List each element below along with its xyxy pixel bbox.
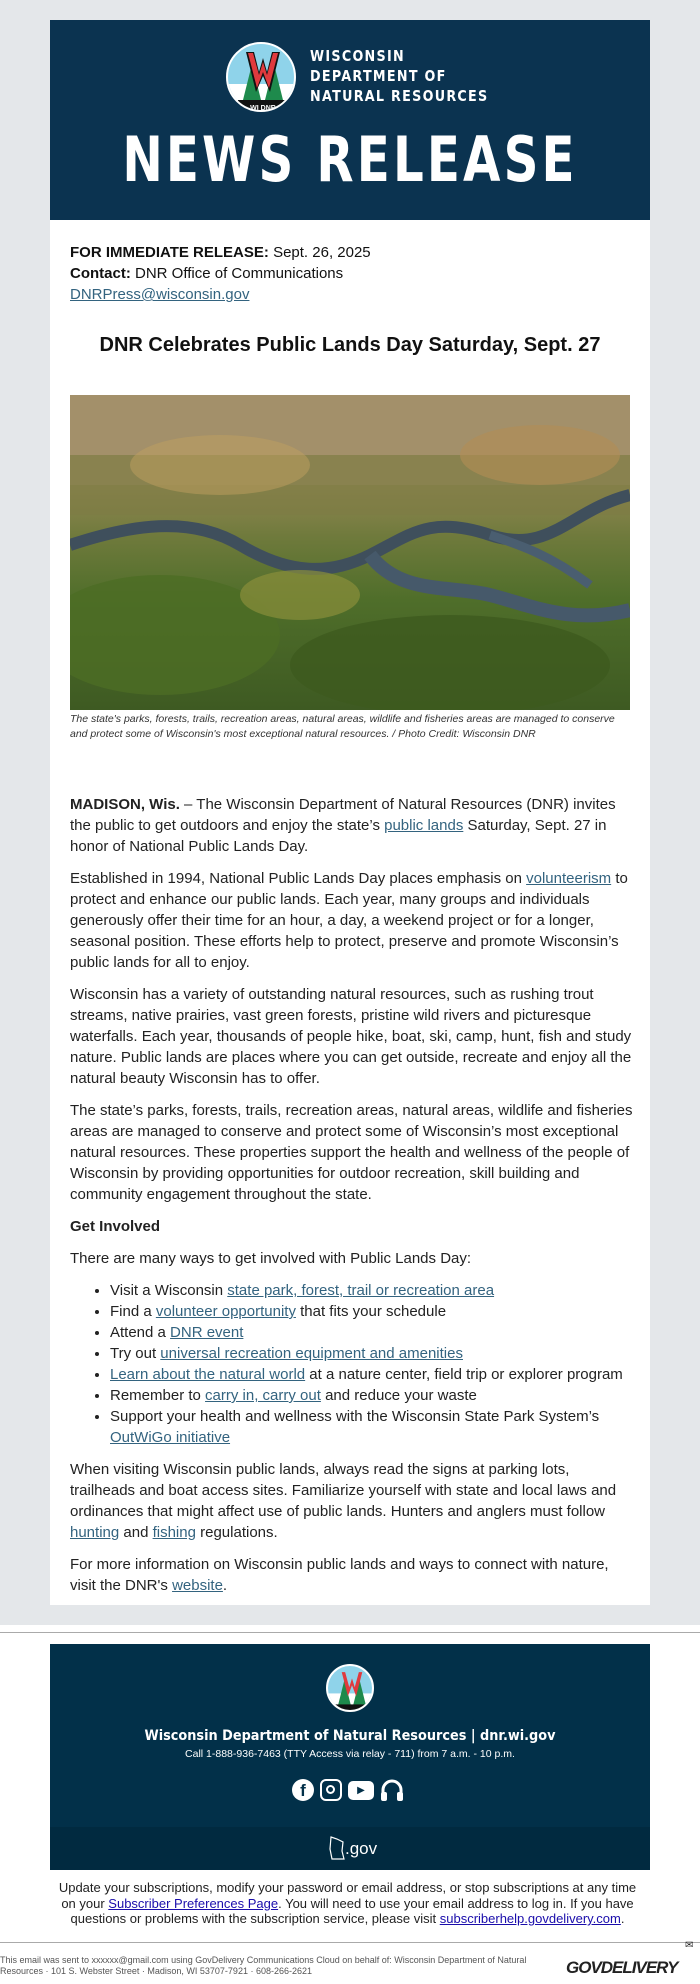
fine-print: This email was sent to xxxxxx@gmail.com using GovDelivery Communications Cloud on behalf of: Wisconsin Department of Natural Resources · 101 S. Webster Street · Madison, WI 53707-7921 · 608-266-2621 <box>0 1955 527 1976</box>
list-item <box>110 1280 635 1301</box>
carry-in-carry-out-link[interactable]: carry in, carry out <box>205 1387 321 1404</box>
text: . You will need to use your email address to log in. If you have questions or problems with the subscription service, please visit <box>70 1895 634 1926</box>
text: Support your health and wellness with the Wisconsin State Park System’s <box>110 1408 600 1425</box>
text: Remember to <box>110 1387 206 1404</box>
podcast-headphones-icon[interactable] <box>380 1779 404 1801</box>
photo-caption: The state's parks, forests, trails, recreation areas, natural areas, wildlife and fisheries areas are managed to conserve and protect some of Wisconsin's most exceptional natural resources. / Photo Credit: Wisconsin DNR <box>70 713 615 740</box>
text: at a nature center, field trip or explorer program <box>305 1366 623 1383</box>
natural-world-link[interactable]: Learn about the natural world <box>110 1366 306 1383</box>
public-lands-link[interactable]: public lands <box>384 817 464 834</box>
text: Find a <box>110 1303 156 1320</box>
org-line: DEPARTMENT OF <box>310 67 447 85</box>
social-icons <box>292 1779 404 1801</box>
org-name <box>310 46 489 106</box>
paragraph <box>70 1459 635 1543</box>
footer <box>50 1644 650 1870</box>
list-item <box>110 1343 635 1364</box>
text: – The Wisconsin Department of Natural Resources (DNR) invites the public to get outdoors and enjoy the state’s <box>70 796 616 834</box>
hunting-link[interactable]: hunting <box>70 1524 120 1541</box>
text: For more information on Wisconsin public lands and ways to connect with nature, visit the DNR's <box>70 1556 609 1594</box>
wi-gov-strip <box>50 1827 650 1870</box>
paragraph <box>70 868 635 973</box>
volunteer-opportunity-link[interactable]: volunteer opportunity <box>155 1303 296 1320</box>
list-item <box>110 1301 635 1322</box>
release-label: FOR IMMEDIATE RELEASE: <box>70 244 269 261</box>
text: and <box>119 1524 153 1541</box>
contact-value: DNR Office of Communications <box>135 265 344 282</box>
org-line: WISCONSIN <box>310 47 405 65</box>
volunteerism-link[interactable]: volunteerism <box>526 870 612 887</box>
website-link[interactable]: website <box>172 1577 223 1594</box>
contact-label: Contact: <box>70 265 131 282</box>
release-meta <box>70 242 371 305</box>
text: regulations. <box>195 1524 278 1541</box>
list-item <box>110 1364 635 1385</box>
involvement-list <box>110 1280 635 1448</box>
text: When visiting Wisconsin public lands, always read the signs at parking lots, trailheads and boat access sites. Familiarize yourself with state and local laws and ordinances that might affect use of public lands. Hunters and anglers must follow <box>70 1461 617 1520</box>
get-involved-heading: Get Involved <box>70 1218 161 1235</box>
footer-org[interactable]: Wisconsin Department of Natural Resources | dnr.wi.gov <box>144 1728 556 1744</box>
wi-gov-link[interactable]: .gov <box>345 1839 378 1858</box>
paragraph: Wisconsin has a variety of outstanding natural resources, such as rushing trout streams, native prairies, vast green forests, pristine wild rivers and picturesque waterfalls. Each year, thousands of people hike, boat, ski, camp, hunt, fish and study nature. Public lands are places where you can get outside, recreate and enjoy all the natural beauty Wisconsin has to offer. <box>70 986 632 1087</box>
text: and reduce your waste <box>320 1387 477 1404</box>
instagram-icon[interactable] <box>320 1779 342 1801</box>
wi-dnr-logo <box>226 42 296 112</box>
aerial-river-photo <box>70 395 630 710</box>
divider <box>0 1632 700 1633</box>
envelope-icon: ✉ <box>685 1940 694 1951</box>
facebook-icon[interactable]: f <box>292 1779 314 1801</box>
text: to protect and enhance our public lands. Each year, many groups and individuals generously offer their time for an hour, a day, a weekend project or for a longer, seasonal position. These efforts help to protect, preserve and promote Wisconsin’s public lands for all to enjoy. <box>70 870 628 971</box>
outwigo-link[interactable]: OutWiGo initiative <box>110 1429 231 1446</box>
wisconsin-state-icon[interactable] <box>328 1835 346 1866</box>
dateline: MADISON, Wis. <box>70 796 180 813</box>
subscriber-help-link[interactable]: subscriberhelp.govdelivery.com <box>439 1911 621 1926</box>
text: Saturday, Sept. 27 in honor of National Public Lands Day. <box>70 817 607 855</box>
news-release-banner: NEWS RELEASE <box>122 123 578 196</box>
subscription-notice <box>55 1880 640 1927</box>
text: Visit a Wisconsin <box>110 1282 228 1299</box>
org-line: NATURAL RESOURCES <box>310 87 489 105</box>
email-card <box>50 20 650 1605</box>
text: Try out <box>110 1345 161 1362</box>
text: . <box>222 1577 228 1594</box>
state-park-link[interactable]: state park, forest, trail or recreation area <box>227 1282 495 1299</box>
release-date: Sept. 26, 2025 <box>273 244 371 261</box>
list-intro: There are many ways to get involved with Public Lands Day: <box>70 1250 472 1267</box>
divider <box>0 1942 700 1943</box>
footer-phone: Call 1-888-936-7463 (TTY Access via relay - 711) from 7 a.m. - 10 p.m. <box>185 1748 515 1760</box>
list-item <box>110 1406 635 1448</box>
paragraph <box>70 1554 635 1596</box>
svg-text:WI DNR: WI DNR <box>250 105 276 112</box>
text: Attend a <box>110 1324 171 1341</box>
universal-recreation-link[interactable]: universal recreation equipment and amenities <box>160 1345 463 1362</box>
press-email-link[interactable]: DNRPress@wisconsin.gov <box>70 286 250 303</box>
article-title: DNR Celebrates Public Lands Day Saturday, Sept. 27 <box>99 334 601 356</box>
dnr-event-link[interactable]: DNR event <box>170 1324 244 1341</box>
list-item <box>110 1385 635 1406</box>
header-banner <box>50 20 650 220</box>
subscriber-preferences-link[interactable]: Subscriber Preferences Page <box>108 1895 279 1911</box>
list-item <box>110 1322 635 1343</box>
text: . <box>620 1911 625 1926</box>
govdelivery-logo[interactable]: GOVDELIVERY <box>566 1958 678 1977</box>
article-body <box>70 794 635 1607</box>
text: that fits your schedule <box>295 1303 447 1320</box>
fishing-link[interactable]: fishing <box>152 1524 196 1541</box>
text: Established in 1994, National Public Lands Day places emphasis on <box>70 870 527 887</box>
paragraph <box>70 794 635 857</box>
youtube-icon[interactable]: ▶ <box>348 1781 374 1800</box>
footer-logo <box>326 1664 374 1712</box>
paragraph: The state’s parks, forests, trails, recreation areas, natural areas, wildlife and fisheries areas are managed to conserve and protect some of Wisconsin’s most exceptional natural resources. These properties support the health and wellness of the people of Wisconsin by providing opportunities for outdoor recreation, skill building and community engagement throughout the state. <box>70 1102 633 1203</box>
text: Update your subscriptions, modify your password or email address, or stop subscriptions at any time on your <box>58 1880 637 1911</box>
